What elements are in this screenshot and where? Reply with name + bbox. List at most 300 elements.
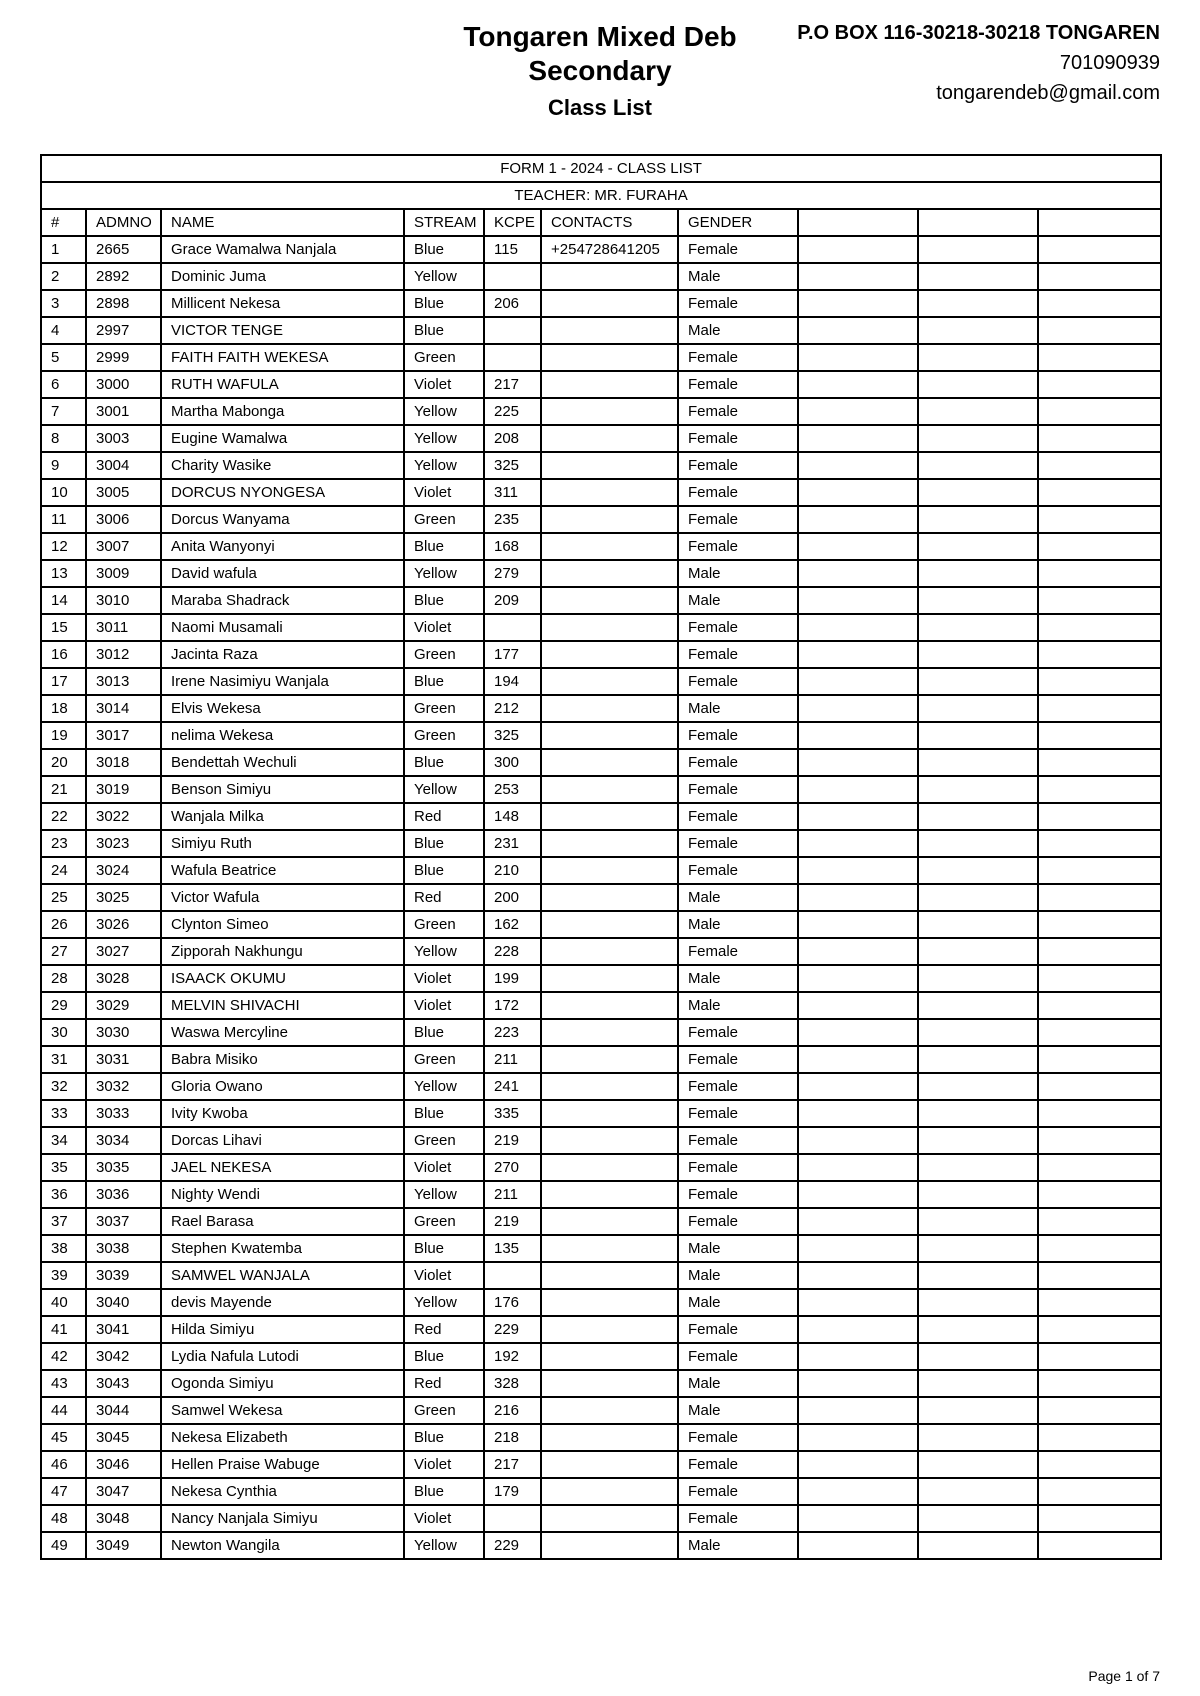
table-cell	[541, 1397, 678, 1424]
table-cell: 39	[41, 1262, 86, 1289]
table-cell	[541, 830, 678, 857]
table-cell	[541, 1235, 678, 1262]
table-cell: Male	[678, 263, 798, 290]
table-cell: Yellow	[404, 425, 484, 452]
table-cell	[541, 506, 678, 533]
table-cell	[918, 1505, 1038, 1532]
table-cell: Yellow	[404, 263, 484, 290]
table-cell	[798, 371, 918, 398]
table-cell: 2665	[86, 236, 161, 263]
table-cell: Female	[678, 938, 798, 965]
table-cell: Violet	[404, 992, 484, 1019]
table-cell: 4	[41, 317, 86, 344]
column-header: NAME	[161, 209, 404, 236]
table-cell: 3000	[86, 371, 161, 398]
table-cell	[918, 1424, 1038, 1451]
table-cell: 279	[484, 560, 541, 587]
table-cell	[918, 398, 1038, 425]
table-cell	[918, 560, 1038, 587]
table-cell: Millicent Nekesa	[161, 290, 404, 317]
table-cell	[1038, 263, 1161, 290]
table-cell: 3030	[86, 1019, 161, 1046]
table-cell	[541, 1451, 678, 1478]
table-cell: Yellow	[404, 452, 484, 479]
table-cell: 3046	[86, 1451, 161, 1478]
table-cell	[798, 641, 918, 668]
table-cell: 3004	[86, 452, 161, 479]
table-cell: 241	[484, 1073, 541, 1100]
table-cell: Nighty Wendi	[161, 1181, 404, 1208]
table-cell	[918, 1316, 1038, 1343]
table-cell: Irene Nasimiyu Wanjala	[161, 668, 404, 695]
school-name: Tongaren Mixed Deb Secondary	[463, 21, 737, 86]
table-cell	[798, 1532, 918, 1559]
table-cell: Ivity Kwoba	[161, 1100, 404, 1127]
table-cell	[918, 884, 1038, 911]
table-cell	[918, 749, 1038, 776]
table-cell: 162	[484, 911, 541, 938]
table-cell: 311	[484, 479, 541, 506]
table-cell	[798, 1019, 918, 1046]
table-row	[41, 560, 1161, 587]
table-cell: 3018	[86, 749, 161, 776]
table-cell	[1038, 1073, 1161, 1100]
table-cell	[798, 1100, 918, 1127]
table-row	[41, 641, 1161, 668]
table-cell: 9	[41, 452, 86, 479]
table-cell: 217	[484, 1451, 541, 1478]
table-row	[41, 1046, 1161, 1073]
column-header: CONTACTS	[541, 209, 678, 236]
table-cell	[918, 614, 1038, 641]
table-cell: 3001	[86, 398, 161, 425]
table-cell	[541, 479, 678, 506]
table-cell: 3039	[86, 1262, 161, 1289]
table-row	[41, 371, 1161, 398]
table-cell: 148	[484, 803, 541, 830]
table-cell: 325	[484, 722, 541, 749]
column-header	[918, 209, 1038, 236]
table-cell: nelima Wekesa	[161, 722, 404, 749]
table-cell: 3022	[86, 803, 161, 830]
table-cell	[798, 1046, 918, 1073]
table-cell: Female	[678, 668, 798, 695]
table-cell: Yellow	[404, 1289, 484, 1316]
table-cell: 1	[41, 236, 86, 263]
table-cell	[541, 1100, 678, 1127]
table-cell: 3	[41, 290, 86, 317]
table-cell: Red	[404, 884, 484, 911]
table-cell: Blue	[404, 290, 484, 317]
table-cell: Green	[404, 1397, 484, 1424]
table-cell: 300	[484, 749, 541, 776]
table-body	[41, 236, 1161, 1559]
table-cell	[541, 938, 678, 965]
table-cell: Female	[678, 614, 798, 641]
table-row	[41, 1532, 1161, 1559]
table-cell: 3032	[86, 1073, 161, 1100]
table-cell	[484, 1262, 541, 1289]
table-row	[41, 1316, 1161, 1343]
table-cell	[541, 425, 678, 452]
table-cell: Green	[404, 344, 484, 371]
table-cell	[798, 1127, 918, 1154]
table-cell: Blue	[404, 1343, 484, 1370]
column-header: #	[41, 209, 86, 236]
table-cell: Male	[678, 1262, 798, 1289]
table-cell: Female	[678, 1046, 798, 1073]
table-cell	[1038, 1262, 1161, 1289]
table-cell: Dorcus Wanyama	[161, 506, 404, 533]
table-cell	[798, 425, 918, 452]
table-cell	[1038, 992, 1161, 1019]
table-cell: 7	[41, 398, 86, 425]
banner-row	[41, 155, 1161, 182]
table-cell: Female	[678, 1019, 798, 1046]
table-cell: Female	[678, 1424, 798, 1451]
column-header-row	[41, 209, 1161, 236]
table-cell	[484, 317, 541, 344]
table-cell: Female	[678, 1451, 798, 1478]
table-row	[41, 452, 1161, 479]
table-cell: 3031	[86, 1046, 161, 1073]
table-cell	[541, 1046, 678, 1073]
column-header: STREAM	[404, 209, 484, 236]
table-cell	[541, 749, 678, 776]
table-cell	[484, 344, 541, 371]
table-cell: Babra Misiko	[161, 1046, 404, 1073]
table-cell: Male	[678, 560, 798, 587]
table-cell: 218	[484, 1424, 541, 1451]
table-row	[41, 1505, 1161, 1532]
table-cell: 25	[41, 884, 86, 911]
table-row	[41, 587, 1161, 614]
table-cell: Female	[678, 722, 798, 749]
table-cell: Female	[678, 452, 798, 479]
table-cell: 210	[484, 857, 541, 884]
table-cell	[918, 1100, 1038, 1127]
table-cell: 211	[484, 1181, 541, 1208]
table-cell	[1038, 560, 1161, 587]
table-cell	[798, 1154, 918, 1181]
table-cell: 34	[41, 1127, 86, 1154]
table-cell: Yellow	[404, 938, 484, 965]
table-row	[41, 1127, 1161, 1154]
table-row	[41, 533, 1161, 560]
document-title: Class List	[548, 95, 652, 120]
table-cell: 28	[41, 965, 86, 992]
table-row	[41, 1019, 1161, 1046]
table-cell	[1038, 1154, 1161, 1181]
table-cell: Female	[678, 290, 798, 317]
table-cell	[918, 695, 1038, 722]
table-cell	[918, 425, 1038, 452]
column-header: KCPE	[484, 209, 541, 236]
table-row	[41, 398, 1161, 425]
table-cell: Waswa Mercyline	[161, 1019, 404, 1046]
table-cell	[1038, 425, 1161, 452]
table-row	[41, 938, 1161, 965]
table-cell: 3012	[86, 641, 161, 668]
table-cell: Violet	[404, 371, 484, 398]
table-cell: Female	[678, 398, 798, 425]
table-cell	[798, 614, 918, 641]
table-cell	[541, 722, 678, 749]
table-cell: 30	[41, 1019, 86, 1046]
table-cell: Male	[678, 992, 798, 1019]
table-cell	[798, 1073, 918, 1100]
contact-block	[797, 18, 1160, 108]
table-cell	[918, 776, 1038, 803]
table-cell: 3033	[86, 1100, 161, 1127]
table-cell: Male	[678, 317, 798, 344]
table-cell: Female	[678, 425, 798, 452]
table-cell	[798, 479, 918, 506]
table-cell: 3040	[86, 1289, 161, 1316]
table-cell: Violet	[404, 1505, 484, 1532]
table-cell	[798, 1370, 918, 1397]
table-cell	[541, 1019, 678, 1046]
table-row	[41, 857, 1161, 884]
table-cell: Blue	[404, 749, 484, 776]
table-cell	[918, 1451, 1038, 1478]
table-row	[41, 911, 1161, 938]
table-cell: 199	[484, 965, 541, 992]
table-row	[41, 1370, 1161, 1397]
table-cell: Clynton Simeo	[161, 911, 404, 938]
table-cell	[1038, 911, 1161, 938]
table-cell: Female	[678, 641, 798, 668]
table-cell	[541, 1289, 678, 1316]
table-cell: 225	[484, 398, 541, 425]
column-header: ADMNO	[86, 209, 161, 236]
table-row	[41, 290, 1161, 317]
table-cell	[918, 803, 1038, 830]
table-cell	[1038, 668, 1161, 695]
table-cell: 15	[41, 614, 86, 641]
table-cell: 3005	[86, 479, 161, 506]
table-cell: Yellow	[404, 776, 484, 803]
table-cell	[1038, 776, 1161, 803]
table-cell: 24	[41, 857, 86, 884]
table-cell: 3038	[86, 1235, 161, 1262]
table-cell: Green	[404, 506, 484, 533]
table-cell: Blue	[404, 1478, 484, 1505]
table-cell: Female	[678, 371, 798, 398]
table-cell: 206	[484, 290, 541, 317]
table-cell: 231	[484, 830, 541, 857]
table-cell: 10	[41, 479, 86, 506]
table-cell: Yellow	[404, 398, 484, 425]
table-cell: MELVIN SHIVACHI	[161, 992, 404, 1019]
table-cell: 27	[41, 938, 86, 965]
table-cell: Blue	[404, 668, 484, 695]
phone-number: 701090939	[1059, 52, 1160, 74]
table-cell: 135	[484, 1235, 541, 1262]
table-cell	[918, 722, 1038, 749]
table-cell	[541, 695, 678, 722]
table-cell: 46	[41, 1451, 86, 1478]
table-cell: 3028	[86, 965, 161, 992]
table-cell: 3037	[86, 1208, 161, 1235]
table-cell	[1038, 1046, 1161, 1073]
table-cell	[541, 533, 678, 560]
table-cell: 194	[484, 668, 541, 695]
table-cell: 3044	[86, 1397, 161, 1424]
table-cell	[1038, 1451, 1161, 1478]
page-number: Page 1 of 7	[1088, 1668, 1160, 1684]
table-cell	[541, 1316, 678, 1343]
table-cell: Male	[678, 1289, 798, 1316]
table-cell	[541, 263, 678, 290]
table-cell: 253	[484, 776, 541, 803]
table-row	[41, 830, 1161, 857]
table-cell: 212	[484, 695, 541, 722]
table-cell: Benson Simiyu	[161, 776, 404, 803]
table-cell	[1038, 695, 1161, 722]
table-row	[41, 506, 1161, 533]
table-cell: 36	[41, 1181, 86, 1208]
table-cell: Female	[678, 830, 798, 857]
table-cell: 3048	[86, 1505, 161, 1532]
table-cell	[1038, 1532, 1161, 1559]
table-cell	[798, 668, 918, 695]
table-cell: Green	[404, 641, 484, 668]
table-cell: Male	[678, 1370, 798, 1397]
table-cell	[541, 965, 678, 992]
table-cell: Violet	[404, 479, 484, 506]
table-cell: Female	[678, 1478, 798, 1505]
table-cell	[1038, 398, 1161, 425]
table-cell	[1038, 938, 1161, 965]
table-cell: Dorcas Lihavi	[161, 1127, 404, 1154]
table-cell: 229	[484, 1532, 541, 1559]
table-cell	[798, 452, 918, 479]
table-cell	[1038, 533, 1161, 560]
table-cell	[918, 452, 1038, 479]
table-cell: 21	[41, 776, 86, 803]
table-cell	[798, 1289, 918, 1316]
table-cell: Bendettah Wechuli	[161, 749, 404, 776]
table-row	[41, 1343, 1161, 1370]
table-cell: Green	[404, 1208, 484, 1235]
table-cell	[1038, 749, 1161, 776]
table-cell	[918, 668, 1038, 695]
table-cell: 3027	[86, 938, 161, 965]
table-cell: DORCUS NYONGESA	[161, 479, 404, 506]
table-cell: 2898	[86, 290, 161, 317]
table-cell: 2997	[86, 317, 161, 344]
table-cell: Red	[404, 1370, 484, 1397]
table-cell: 2	[41, 263, 86, 290]
school-header	[440, 20, 760, 122]
table-cell	[541, 1532, 678, 1559]
table-cell: Yellow	[404, 1532, 484, 1559]
table-cell: Blue	[404, 1019, 484, 1046]
table-row	[41, 317, 1161, 344]
table-cell	[541, 344, 678, 371]
table-cell	[1038, 1316, 1161, 1343]
table-cell	[918, 965, 1038, 992]
table-cell	[1038, 830, 1161, 857]
table-cell	[918, 1478, 1038, 1505]
table-cell: 31	[41, 1046, 86, 1073]
table-cell: 14	[41, 587, 86, 614]
table-cell: Violet	[404, 1154, 484, 1181]
table-cell	[541, 857, 678, 884]
table-cell: 3047	[86, 1478, 161, 1505]
table-cell: Male	[678, 1235, 798, 1262]
table-cell	[541, 1127, 678, 1154]
table-cell: Ogonda Simiyu	[161, 1370, 404, 1397]
table-cell: 17	[41, 668, 86, 695]
table-cell	[918, 1073, 1038, 1100]
table-cell: Violet	[404, 965, 484, 992]
table-cell: 40	[41, 1289, 86, 1316]
table-cell: Blue	[404, 1235, 484, 1262]
table-cell: 45	[41, 1424, 86, 1451]
table-cell: 200	[484, 884, 541, 911]
table-cell: devis Mayende	[161, 1289, 404, 1316]
table-cell	[1038, 344, 1161, 371]
table-cell	[1038, 1370, 1161, 1397]
table-cell	[798, 398, 918, 425]
table-cell: 37	[41, 1208, 86, 1235]
table-cell	[541, 1343, 678, 1370]
table-cell	[541, 560, 678, 587]
table-cell: 228	[484, 938, 541, 965]
table-cell	[798, 1208, 918, 1235]
table-cell: 3041	[86, 1316, 161, 1343]
table-cell	[798, 236, 918, 263]
table-cell: Blue	[404, 587, 484, 614]
class-list-table	[40, 154, 1162, 1560]
table-cell: Martha Mabonga	[161, 398, 404, 425]
table-cell	[918, 317, 1038, 344]
table-cell	[541, 1154, 678, 1181]
table-cell: 32	[41, 1073, 86, 1100]
table-row	[41, 614, 1161, 641]
table-cell: 223	[484, 1019, 541, 1046]
table-cell: 2892	[86, 263, 161, 290]
table-cell: Samwel Wekesa	[161, 1397, 404, 1424]
table-cell: Female	[678, 1343, 798, 1370]
table-cell: Green	[404, 911, 484, 938]
table-row	[41, 1478, 1161, 1505]
table-cell: Victor Wafula	[161, 884, 404, 911]
table-cell: Female	[678, 1316, 798, 1343]
table-cell: 22	[41, 803, 86, 830]
table-cell	[541, 614, 678, 641]
table-cell	[798, 560, 918, 587]
table-cell: 3010	[86, 587, 161, 614]
table-cell: Female	[678, 344, 798, 371]
table-cell: VICTOR TENGE	[161, 317, 404, 344]
table-cell	[918, 992, 1038, 1019]
table-cell: 49	[41, 1532, 86, 1559]
table-cell: 3011	[86, 614, 161, 641]
table-row	[41, 695, 1161, 722]
table-cell	[798, 722, 918, 749]
table-cell: Female	[678, 506, 798, 533]
table-cell	[1038, 1343, 1161, 1370]
table-cell: Blue	[404, 533, 484, 560]
table-cell: Green	[404, 1127, 484, 1154]
table-cell	[541, 1262, 678, 1289]
table-cell: Female	[678, 533, 798, 560]
table-row	[41, 1073, 1161, 1100]
table-cell: 3036	[86, 1181, 161, 1208]
